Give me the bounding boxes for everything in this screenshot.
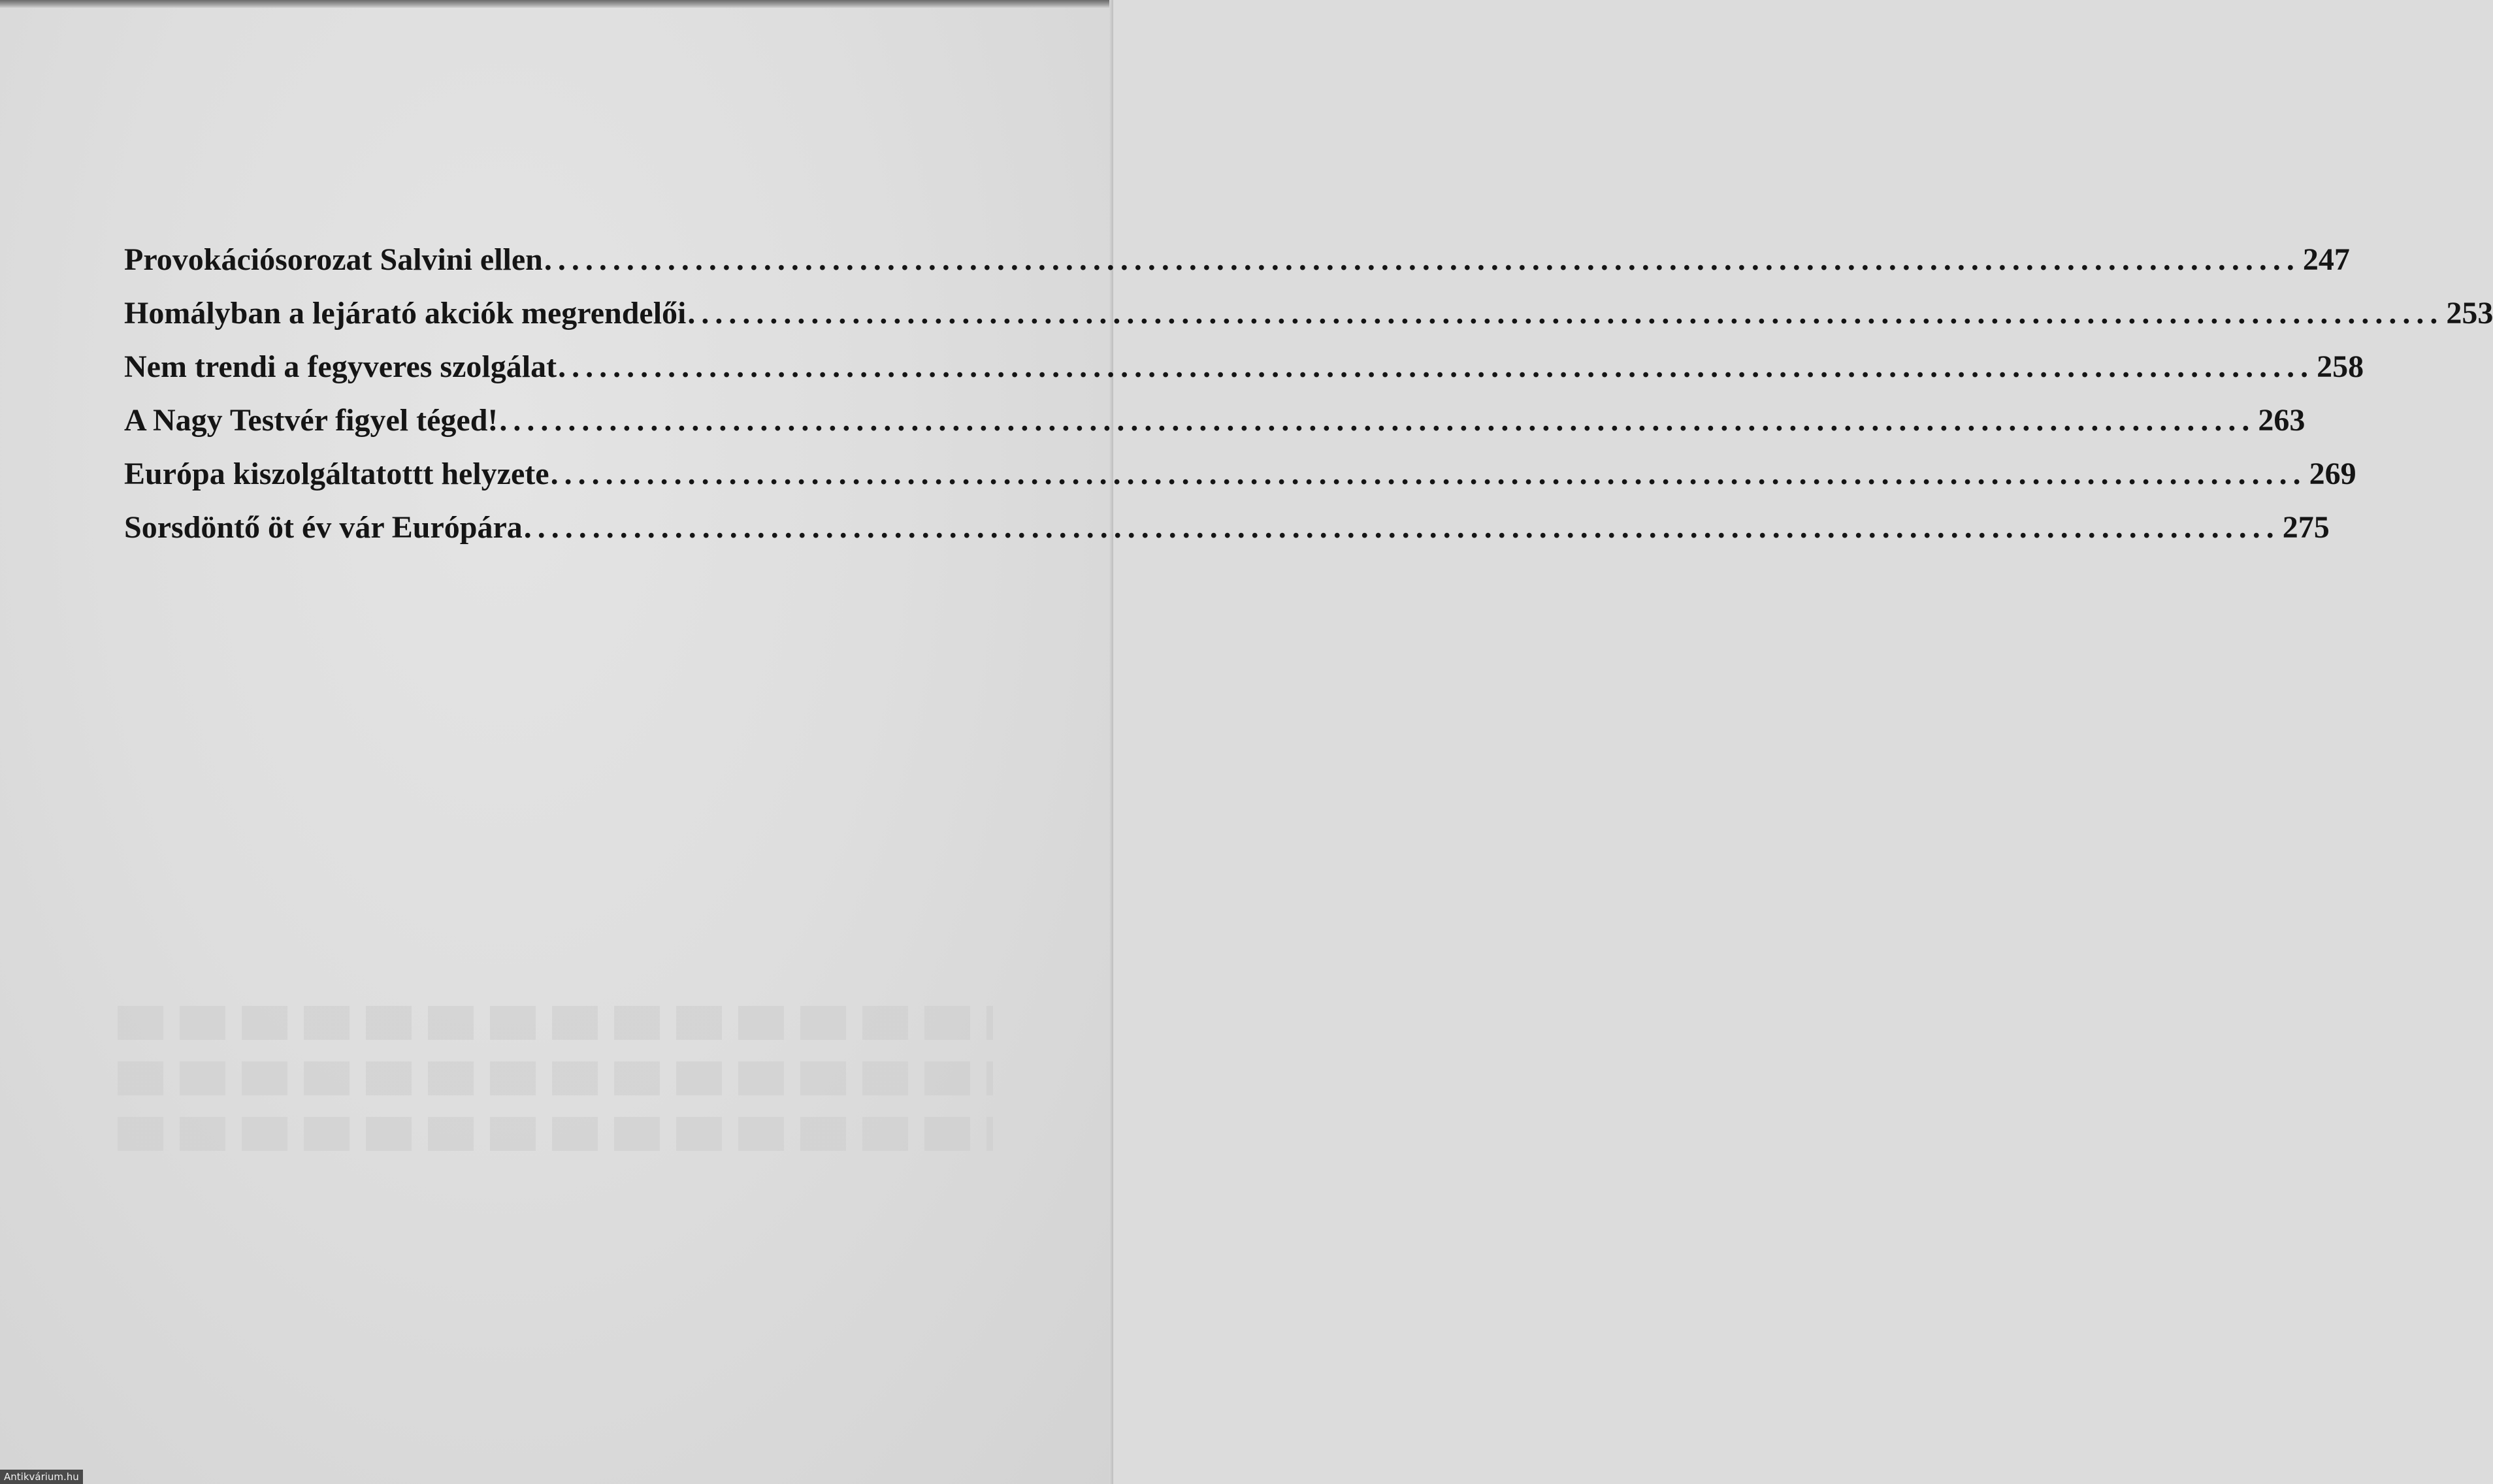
toc-entry-page: 263 — [2258, 403, 2306, 438]
toc-entry-title: Sorsdöntő öt év vár Európára — [124, 510, 523, 545]
toc-entry-page: 269 — [2309, 457, 2356, 491]
toc-entry-page: 275 — [2282, 510, 2330, 545]
show-through-line — [118, 1006, 993, 1040]
toc-entry-title: Nem trendi a fegyveres szolgálat — [124, 349, 557, 384]
toc-dot-leader: ................................................................................................................................ — [558, 349, 2315, 384]
toc-dot-leader: ................................................................................................................................ — [687, 296, 2444, 331]
watermark: Antikvárium.hu — [0, 1470, 83, 1484]
toc-dot-leader: ................................................................................................................................ — [550, 457, 2307, 491]
show-through-line — [118, 1117, 993, 1151]
toc-entry-page: 247 — [2302, 242, 2350, 277]
page-right-edge — [1109, 0, 1113, 1484]
toc-entry[interactable] — [124, 509, 2330, 563]
toc-entry-title: A Nagy Testvér figyel téged! — [124, 403, 498, 438]
page-top-edge — [0, 0, 1113, 8]
toc-entry-title: Európa kiszolgáltatottt helyzete — [124, 457, 549, 491]
toc-dot-leader: ................................................................................................................................ — [499, 403, 2256, 438]
table-of-contents — [124, 242, 2493, 563]
toc-entry-page: 253 — [2446, 296, 2493, 331]
toc-entry[interactable] — [124, 402, 2306, 456]
toc-entry[interactable] — [124, 295, 2493, 349]
show-through-line — [118, 1061, 993, 1095]
toc-entry-page: 258 — [2317, 349, 2364, 384]
toc-entry[interactable] — [124, 456, 2356, 509]
toc-entry[interactable] — [124, 242, 2350, 295]
toc-dot-leader: ................................................................................................................................ — [523, 510, 2280, 545]
toc-entry-title: Provokációsorozat Salvini ellen — [124, 242, 543, 277]
toc-entry[interactable] — [124, 349, 2364, 402]
toc-dot-leader: ................................................................................................................................ — [544, 242, 2300, 277]
toc-entry-title: Homályban a lejárató akciók megrendelői — [124, 296, 687, 331]
